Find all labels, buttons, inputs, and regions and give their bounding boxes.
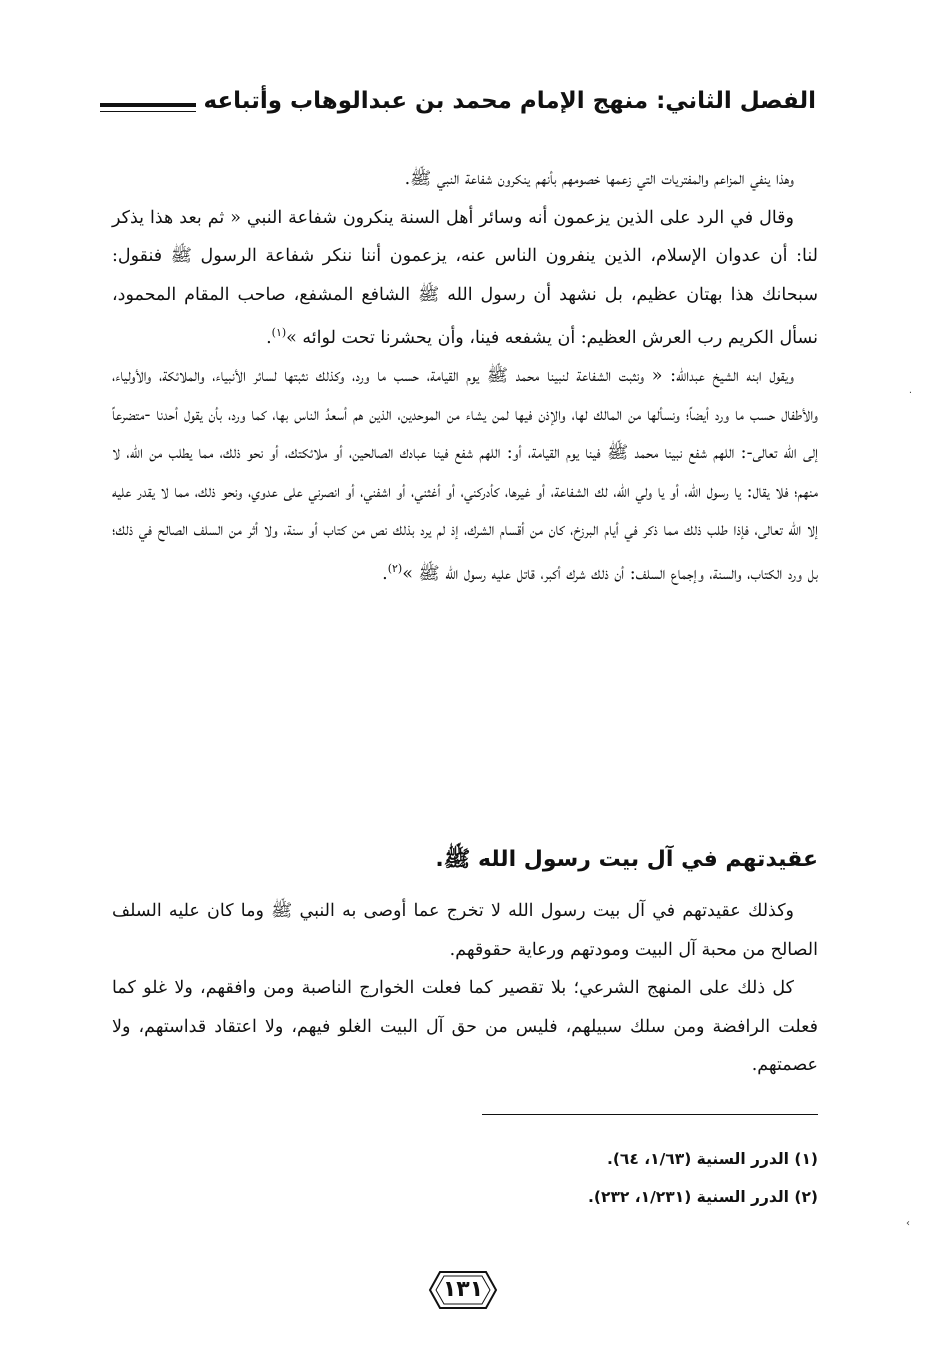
section-paragraph-2: كل ذلك على المنهج الشرعي؛ بلا تقصير كما فعلت الخوارج الناصبة ومن وافقهم، ولا غلو كما فعلت الرافضة ومن سلك سبيلهم، فليس من حق آل البيت الغلو فيهم، ولا اعتقاد قداستهم، ولا عصمتهم. — [112, 978, 818, 1075]
header-rule — [100, 103, 196, 112]
paragraph-2-text: وقال في الرد على الذين يزعمون أنه وسائر أهل السنة ينكرون شفاعة النبي « ثم بعد هذا يذكر لنا: أن عدوان الإسلام، الذين ينفرون الناس عنه، يزعمون أننا ننكر شفاعة الرسول ﷺ فنقول: سبحانك هذا بهتان عظيم، بل نشهد أن رسول الله ﷺ الشافع المشفع، صاحب المقام المحمود، نسأل الكريم رب العرش العظيم: أن يشفعه فينا، وأن يحشرنا تحت لوائه » — [112, 207, 818, 348]
footnote-separator — [482, 1114, 818, 1115]
paragraph-2: وقال في الرد على الذين يزعمون أنه وسائر أهل السنة ينكرون شفاعة النبي « ثم بعد هذا يذكر لنا: أن عدوان الإسلام، الذين ينفرون الناس عنه، يزعمون أننا ننكر شفاعة الرسول ﷺ فنقول: سبحانك هذا بهتان عظيم، بل نشهد أن رسول الله ﷺ الشافع المشفع، صاحب المقام المحمود، نسأل الكريم رب العرش العظيم: أن يشفعه فينا، وأن يحشرنا تحت لوائه »$^{(١)}$. — [112, 207, 818, 348]
section-text — [112, 892, 818, 1085]
footnote-1: (١) الدرر السنية (١/٦٣، ٦٤). — [606, 1150, 818, 1168]
page-number-badge — [426, 1268, 500, 1312]
chapter-title: الفصل الثاني: منهج الإمام محمد بن عبدالوهاب وأتباعه — [203, 88, 816, 114]
scan-mark: › — [906, 1218, 910, 1229]
running-header — [100, 78, 816, 118]
footnote-ref-1: (١) — [271, 326, 287, 339]
paragraph-3: ويقول ابنه الشيخ عبدالله: « ونثبت الشفاعة لنبينا محمد ﷺ يوم القيامة، حسب ما ورد، وكذلك نثبتها لسائر الأنبياء، والملائكة، والأولياء، والأطفال حسب ما ورد أيضاً؛ ونسألها من المالك لها، والإذن فيها لمن يشاء من الموحدين، الذين هم أسعدُ الناس بها، كما ورد، بأن يقول أحدنا -متضرعاً إلى الله تعالى-: اللهم شفع نبينا محمد ﷺ فينا يوم القيامة، أو: اللهم شفع فينا عبادك الصالحين، أو ملائكتك، أو نحو ذلك، مما يطلب من الله، لا منهم؛ فلا يقال: يا رسول الله، أو يا ولي الله، لك الشفاعة، أو غيرها، كأدركني، أو أغثني، أو اشفني، أو انصرني على عدوي، ونحو ذلك، مما لا يقدر عليه إلا الله تعالى، فإذا طلب ذلك مما ذكر في أيام البرزخ، كان من أقسام الشرك، إذ لم يرد بذلك نص من كتاب أو سنة، ولا أثر من السلف الصالح في ذلك؛ بل ورد الكتاب، والسنة، وإجماع السلف: أن ذلك شرك أكبر، قاتل عليه رسول الله ﷺ »$^{(٢)}$. — [112, 366, 818, 584]
paragraph-1: وهذا ينفي المزاعم والمفتريات التي زعمها خصومهم بأنهم ينكرون شفاعة النبي ﷺ. — [404, 169, 794, 189]
section-heading: عقيدتهم في آل بيت رسول الله ﷺ. — [435, 847, 818, 872]
scan-mark: · — [908, 388, 912, 399]
footnote-2: (٢) الدرر السنية (١/٢٣١، ٢٣٢). — [588, 1188, 818, 1206]
page-number: ١٣١ — [442, 1277, 484, 1302]
section-paragraph-1: وكذلك عقيدتهم في آل بيت رسول الله لا تخرج عما أوصى به النبي ﷺ وما كان عليه السلف الصالح من محبة آل البيت ومودتهم ورعاية حقوقهم. — [112, 901, 818, 960]
main-text — [112, 160, 818, 593]
footnote-ref-2: (٢) — [387, 561, 403, 575]
paragraph-3-text: ويقول ابنه الشيخ عبدالله: « ونثبت الشفاعة لنبينا محمد ﷺ يوم القيامة، حسب ما ورد، وكذلك نثبتها لسائر الأنبياء، والملائكة، والأولياء، والأطفال حسب ما ورد أيضاً؛ ونسألها من المالك لها، والإذن فيها لمن يشاء من الموحدين، الذين هم أسعدُ الناس بها، كما ورد، بأن يقول أحدنا -متضرعاً إلى الله تعالى-: اللهم شفع نبينا محمد ﷺ فينا يوم القيامة، أو: اللهم شفع فينا عبادك الصالحين، أو ملائكتك، أو نحو ذلك، مما يطلب من الله، لا منهم؛ فلا يقال: يا رسول الله، أو يا ولي الله، لك الشفاعة، أو غيرها، كأدركني، أو أغثني، أو اشفني، أو انصرني على عدوي، ونحو ذلك، مما لا يقدر عليه إلا الله تعالى، فإذا طلب ذلك مما ذكر في أيام البرزخ، كان من أقسام الشرك، إذ لم يرد بذلك نص من كتاب أو سنة، ولا أثر من السلف الصالح في ذلك؛ بل ورد الكتاب، والسنة، وإجماع السلف: أن ذلك شرك أكبر، قاتل عليه رسول الله ﷺ » — [112, 366, 818, 584]
footnotes — [112, 1140, 818, 1216]
